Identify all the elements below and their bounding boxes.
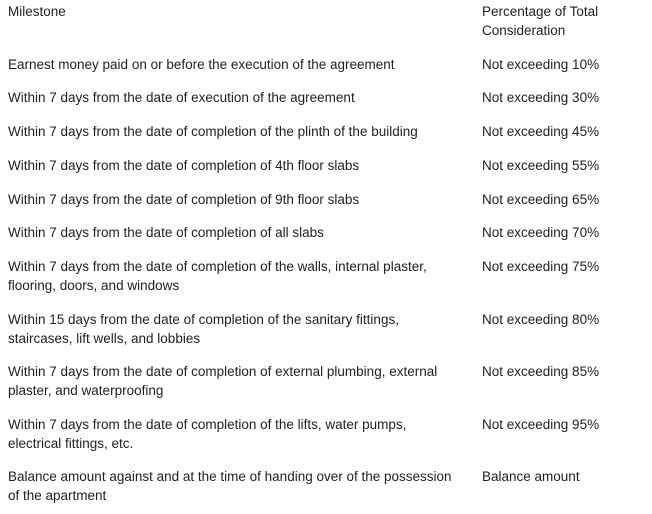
row-milestone: Within 7 days from the date of completion of 4th floor slabs [8, 158, 360, 173]
row-milestone: Earnest money paid on or before the execution of the agreement [8, 57, 395, 72]
row-milestone: Within 7 days from the date of completion of the lifts, water pumps, electrical fittings, etc. [8, 417, 407, 451]
row-milestone: Within 15 days from the date of completion of the sanitary fittings, staircases, lift wells, and lobbies [8, 312, 399, 346]
row-percentage: Not exceeding 75% [482, 259, 600, 274]
row-milestone: Within 7 days from the date of completion of 9th floor slabs [8, 192, 360, 207]
row-percentage: Not exceeding 10% [482, 57, 600, 72]
row-milestone: Within 7 days from the date of execution of the agreement [8, 90, 355, 105]
row-percentage: Not exceeding 55% [482, 158, 600, 173]
row-percentage: Balance amount [482, 469, 580, 484]
row-percentage: Not exceeding 45% [482, 124, 600, 139]
row-percentage: Not exceeding 95% [482, 417, 600, 432]
row-milestone: Within 7 days from the date of completion of the plinth of the building [8, 124, 418, 139]
row-milestone: Balance amount against and at the time of handing over of the possession of the apartment [8, 469, 452, 503]
row-percentage: Not exceeding 30% [482, 90, 600, 105]
row-percentage: Not exceeding 65% [482, 192, 600, 207]
header-milestone: Milestone [8, 4, 66, 19]
table-header-row [0, 0, 652, 48]
row-percentage: Not exceeding 85% [482, 364, 600, 379]
row-percentage: Not exceeding 70% [482, 225, 600, 240]
row-milestone: Within 7 days from the date of completion of external plumbing, external plaster, and waterproofing [8, 364, 438, 398]
row-milestone: Within 7 days from the date of completion of all slabs [8, 225, 324, 240]
header-percentage: Percentage of Total Consideration [482, 4, 599, 38]
row-percentage: Not exceeding 80% [482, 312, 600, 327]
row-milestone: Within 7 days from the date of completion of the walls, internal plaster, flooring, doors, and windows [8, 259, 427, 293]
